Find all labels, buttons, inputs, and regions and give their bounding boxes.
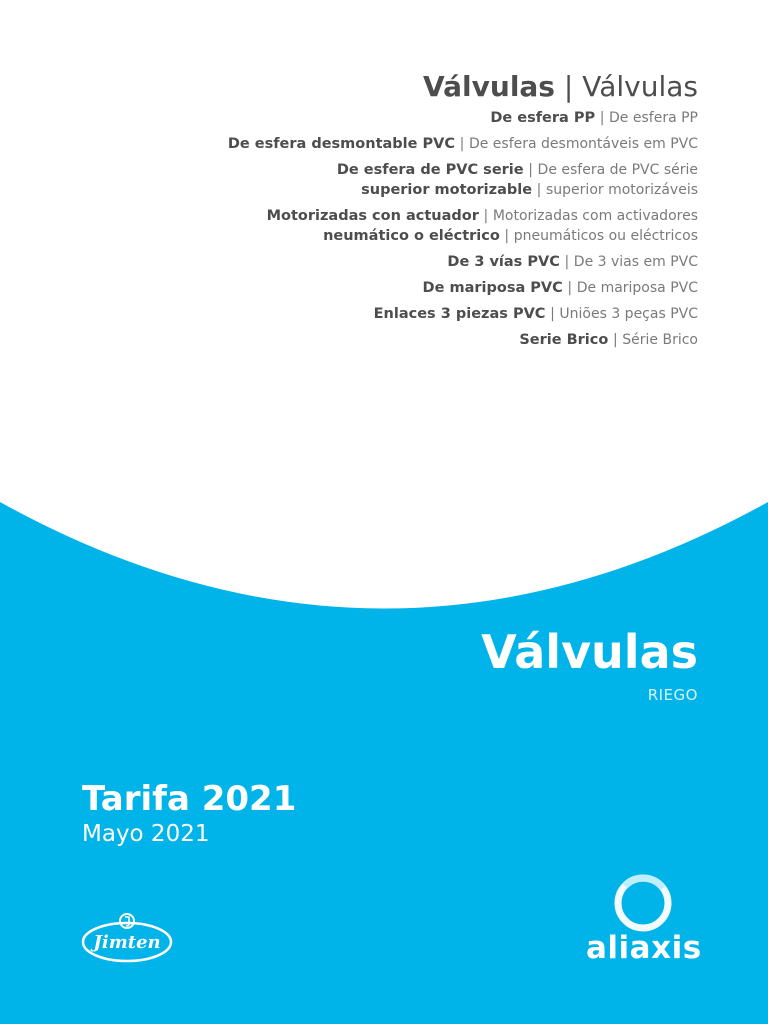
toc-item-pt: De mariposa PVC [576,280,698,296]
toc-separator: | [567,280,573,296]
toc-item-pt: De esfera desmontáveis em PVC [468,136,698,152]
toc-separator: | [612,332,618,348]
toc-title-es: Válvulas [423,70,555,103]
jimten-logo [80,912,174,966]
toc-item-line [228,304,698,324]
toc-item-es: De esfera de PVC serie [336,162,524,178]
toc-item-es: De mariposa PVC [422,280,563,296]
toc-item-es: superior motorizable [361,182,533,198]
toc-list [228,108,698,350]
toc-item-pt: Motorizadas com activadores [492,208,698,224]
toc-item-es: neumático o eléctrico [323,228,500,244]
toc-separator: | [483,208,489,224]
toc-item-line [228,278,698,298]
toc-separator: | [536,182,542,198]
toc-separator: | [564,254,570,270]
toc-item-line [228,180,698,200]
toc-item-pt: superior motorizáveis [546,182,698,198]
toc-title: Válvulas | Válvulas [423,70,698,103]
toc-item-line [228,226,698,246]
toc-item-es: De esfera PP [490,110,596,126]
toc-separator: | [599,110,605,126]
toc-item-line [228,160,698,180]
toc-item-es: De 3 vías PVC [447,254,560,270]
toc-item-pt: De 3 vias em PVC [573,254,698,270]
toc-separator: | [550,306,555,322]
toc-separator: | [459,136,465,152]
cover-subtitle: RIEGO [647,686,698,704]
toc-item-pt: Uniões 3 peças PVC [559,306,698,322]
toc-item [228,160,698,200]
toc-item-es: Enlaces 3 piezas PVC [373,306,546,322]
toc-title-pt: Válvulas [582,70,698,103]
tarifa-title: Tarifa 2021 [82,779,297,819]
toc-item-line [228,252,698,272]
toc-item-pt: Série Brico [622,332,698,348]
toc-separator: | [528,162,533,178]
toc-item [228,108,698,128]
toc-item-es: Motorizadas con actuador [266,208,479,224]
toc-item-line [228,206,698,226]
toc-item [228,252,698,272]
toc-item-pt: pneumáticos ou eléctricos [513,228,698,244]
toc-item [228,206,698,246]
toc-item [228,278,698,298]
aliaxis-logo-text: aliaxis [586,930,702,966]
toc-item-line [228,108,698,128]
table-of-contents [228,68,698,356]
tarifa-date: Mayo 2021 [82,821,210,847]
toc-item [228,330,698,350]
toc-item [228,304,698,324]
jimten-logo-text: Jimten [93,932,161,953]
toc-item [228,134,698,154]
toc-item-es: De esfera desmontable PVC [227,136,456,152]
toc-item-line [228,134,698,154]
toc-item-es: Serie Brico [519,332,609,348]
toc-item-line [228,330,698,350]
cover-title: Válvulas [481,625,698,679]
toc-item-pt: De esfera PP [609,110,698,126]
toc-item-pt: De esfera de PVC série [537,162,698,178]
toc-separator: | [504,228,510,244]
